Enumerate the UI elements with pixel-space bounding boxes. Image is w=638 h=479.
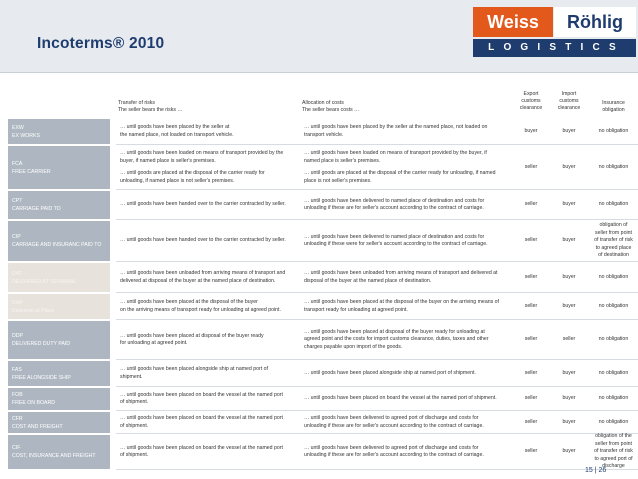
export-clearance-cell: seller (524, 163, 538, 170)
cost-allocation-cell: … until goods have been unloaded from arriving means of transport and delivered at disposal of the buyer at the named place of destination. (304, 270, 498, 284)
risk-transfer-cell: … until goods have been placed at disposal of the buyer ready for unloading at agreed point. (120, 332, 264, 346)
insurance-obligation-cell: no obligation (598, 395, 629, 402)
insurance-obligation-cell: no obligation (598, 336, 629, 343)
row-divider (116, 410, 638, 411)
import-clearance-cell: buyer (562, 302, 576, 309)
import-clearance-cell: buyer (562, 237, 576, 244)
table-row (8, 191, 638, 221)
insurance-obligation-cell: obligation of seller from point of transfer of risk to agreed place of destination (594, 222, 633, 259)
insurance-obligation-cell: no obligation (598, 273, 629, 280)
table-row (8, 435, 638, 471)
insurance-obligation-cell: no obligation (598, 201, 629, 208)
col-header-risk: Transfer of risks The seller bears the risks … (118, 100, 183, 113)
cost-allocation-cell: … until goods have been placed at disposal of the buyer ready for unloading at agreed point and the costs for import customs clearance, duties, taxes and other charges payable upon import of the goods. (304, 328, 489, 350)
table-row (8, 221, 638, 263)
incoterm-code: DAP (12, 299, 23, 306)
insurance-obligation-cell: no obligation (598, 369, 629, 376)
risk-transfer-cell: … until goods have been loaded on means of transport provided by the buyer, if named place is seller's premises. … until goods are placed at the disposal of the carrier ready for unloading, if named place is not seller's premises. (120, 150, 284, 184)
incoterm-code: CIP (12, 234, 21, 240)
logo-logistics: LOGISTICS (473, 39, 636, 57)
risk-transfer-cell: … until goods have been handed over to the carrier contracted by seller. (120, 201, 286, 208)
cost-allocation-cell: … until goods have been loaded on means of transport provided by the buyer, if named place is seller's premises. … until goods are placed at the disposal of the carrier ready for unloading, if named place is not seller's premises. (304, 150, 496, 184)
export-clearance-cell: seller (524, 369, 538, 376)
row-divider (116, 433, 638, 434)
export-clearance-cell: seller (524, 237, 538, 244)
table-row (8, 119, 638, 146)
row-divider (116, 386, 638, 387)
table-row (8, 321, 638, 361)
incoterm-label (8, 321, 110, 359)
incoterm-name: DELIVERED AT TERMINAL (12, 278, 77, 285)
row-divider (116, 219, 638, 220)
incoterm-label (8, 294, 110, 319)
cost-allocation-cell: … until goods have been delivered to agreed port of discharge and costs for unloading if these are for seller's account according to the contract of carriage. (304, 415, 484, 429)
row-divider (116, 319, 638, 320)
incoterm-code: FCA (12, 160, 23, 167)
insurance-obligation-cell: no obligation (598, 127, 629, 134)
header-divider (0, 72, 638, 73)
import-clearance-cell: buyer (562, 418, 576, 425)
incoterm-name: COST AND FREIGHT (12, 423, 63, 430)
table-row (8, 294, 638, 321)
page-title: Incoterms® 2010 (37, 35, 165, 52)
cost-allocation-cell: … until goods have been placed at the disposal of the buyer on the arriving means of transport ready for unloading at agreed point. (304, 299, 499, 313)
table-header (8, 82, 638, 118)
export-clearance-cell: seller (524, 336, 538, 343)
cost-allocation-cell: … until goods have been placed on board the vessel at the named port of shipment. (304, 395, 497, 402)
incoterm-label (8, 388, 110, 410)
incoterm-name: FREE ON BOARD (12, 400, 55, 406)
risk-transfer-cell: … until goods have been placed at the disposal of the buyer on the arriving means of transport ready for unloading at agreed point. (120, 299, 281, 313)
row-divider (116, 189, 638, 190)
export-clearance-cell: seller (524, 395, 538, 402)
export-clearance-cell: seller (524, 418, 538, 425)
incoterm-name: FREE CARRIER (12, 168, 51, 175)
insurance-obligation-cell: no obligation (598, 163, 629, 170)
page-number: 15 | 26 (585, 467, 607, 474)
row-divider (116, 469, 638, 470)
table-row (8, 412, 638, 435)
incoterm-code: CFR (12, 415, 23, 422)
insurance-obligation-cell: no obligation (598, 418, 629, 425)
import-clearance-cell: buyer (562, 127, 576, 134)
incoterm-code: FAS (12, 366, 22, 373)
export-clearance-cell: seller (524, 302, 538, 309)
cost-allocation-cell: … until goods have been delivered to named place of destination and costs for unloading if these are for seller's account according to the contract of carriage. (304, 197, 485, 211)
incoterm-name: COST, INSURANCE AND FREIGHT (12, 453, 96, 459)
export-clearance-cell: seller (524, 201, 538, 208)
cost-allocation-cell: … until goods have been delivered to named place of destination and costs for unloading if these were for seller's account according to the contract of carriage. (304, 233, 488, 247)
cost-allocation-cell: … until goods have been placed by the seller at the named place, not loaded on transport vehicle. (304, 124, 488, 138)
col-header-export: Export customs clearance (519, 91, 543, 111)
table-row (8, 263, 638, 294)
import-clearance-cell: buyer (562, 273, 576, 280)
import-clearance-cell: buyer (562, 395, 576, 402)
export-clearance-cell: seller (524, 448, 538, 455)
col-header-import: Import customs clearance (557, 91, 581, 111)
incoterm-name: FREE ALONGSIDE SHIP (12, 374, 71, 381)
incoterm-label (8, 435, 110, 469)
incoterm-name: EX WORKS (12, 132, 40, 139)
incoterm-name: Delivered at Place (12, 307, 55, 314)
row-divider (116, 359, 638, 360)
incoterm-label (8, 221, 110, 261)
risk-transfer-cell: … until goods have been placed by the seller at the named place, not loaded on transport vehicle. (120, 124, 234, 138)
export-clearance-cell: seller (524, 273, 538, 280)
incoterm-name: DELIVERED DUTY PAID (12, 341, 71, 347)
incoterm-code: DDP (12, 333, 23, 339)
incoterm-label (8, 263, 110, 292)
import-clearance-cell: buyer (562, 163, 576, 170)
risk-transfer-cell: … until goods have been unloaded from arriving means of transport and delivered at disposal of the buyer at the named place of destination. (120, 270, 286, 284)
row-divider (116, 144, 638, 145)
risk-transfer-cell: … until goods have been handed over to the carrier contracted by seller. (120, 237, 286, 244)
incoterm-code: EXW (12, 124, 24, 131)
risk-transfer-cell: … until goods have been placed on board the vessel at the named port of shipment. (120, 391, 283, 405)
incoterm-label (8, 361, 110, 386)
incoterm-code: DAT (12, 270, 22, 277)
import-clearance-cell: seller (562, 336, 576, 343)
incoterm-label (8, 119, 110, 144)
table-row (8, 361, 638, 388)
logo-weiss: Weiss (473, 7, 553, 37)
table-row (8, 146, 638, 191)
cost-allocation-cell: … until goods have been placed alongside ship at named port of shipment. (304, 369, 476, 376)
export-clearance-cell: buyer (524, 127, 538, 134)
import-clearance-cell: buyer (562, 369, 576, 376)
risk-transfer-cell: … until goods have been placed on board the vessel at the named port of shipment. (120, 415, 283, 429)
incoterm-code: CPT (12, 198, 23, 204)
incoterm-label (8, 146, 110, 189)
incoterm-name: CARRIAGE AND INSURANC PAID TO (12, 242, 102, 248)
col-header-cost: Allocation of costs The seller bears costs … (302, 100, 360, 113)
incoterm-label (8, 191, 110, 219)
company-logo (473, 7, 636, 57)
insurance-obligation-cell: obligation of the seller from point of transfer of risk to agreed port of discharge (594, 433, 633, 470)
incoterm-label (8, 412, 110, 433)
logo-rohlig: Röhlig (554, 7, 636, 37)
incoterm-code: FOB (12, 392, 23, 398)
incoterm-code: CIF (12, 445, 21, 451)
table-row (8, 388, 638, 412)
import-clearance-cell: buyer (562, 201, 576, 208)
risk-transfer-cell: … until goods have been placed alongside ship at named port of shipment. (120, 366, 268, 380)
incoterm-name: CARRIAGE PAID TO (12, 206, 61, 212)
col-header-insurance: Insurance obligation (602, 100, 625, 113)
insurance-obligation-cell: no obligation (598, 302, 629, 309)
cost-allocation-cell: … until goods have been delivered to agreed port of discharge and costs for unloading if these are for seller's account according to the contract of carriage. (304, 444, 484, 458)
row-divider (116, 292, 638, 293)
row-divider (116, 261, 638, 262)
risk-transfer-cell: … until goods have been placed on board the vessel at the named port of shipment. (120, 444, 283, 458)
import-clearance-cell: buyer (562, 448, 576, 455)
